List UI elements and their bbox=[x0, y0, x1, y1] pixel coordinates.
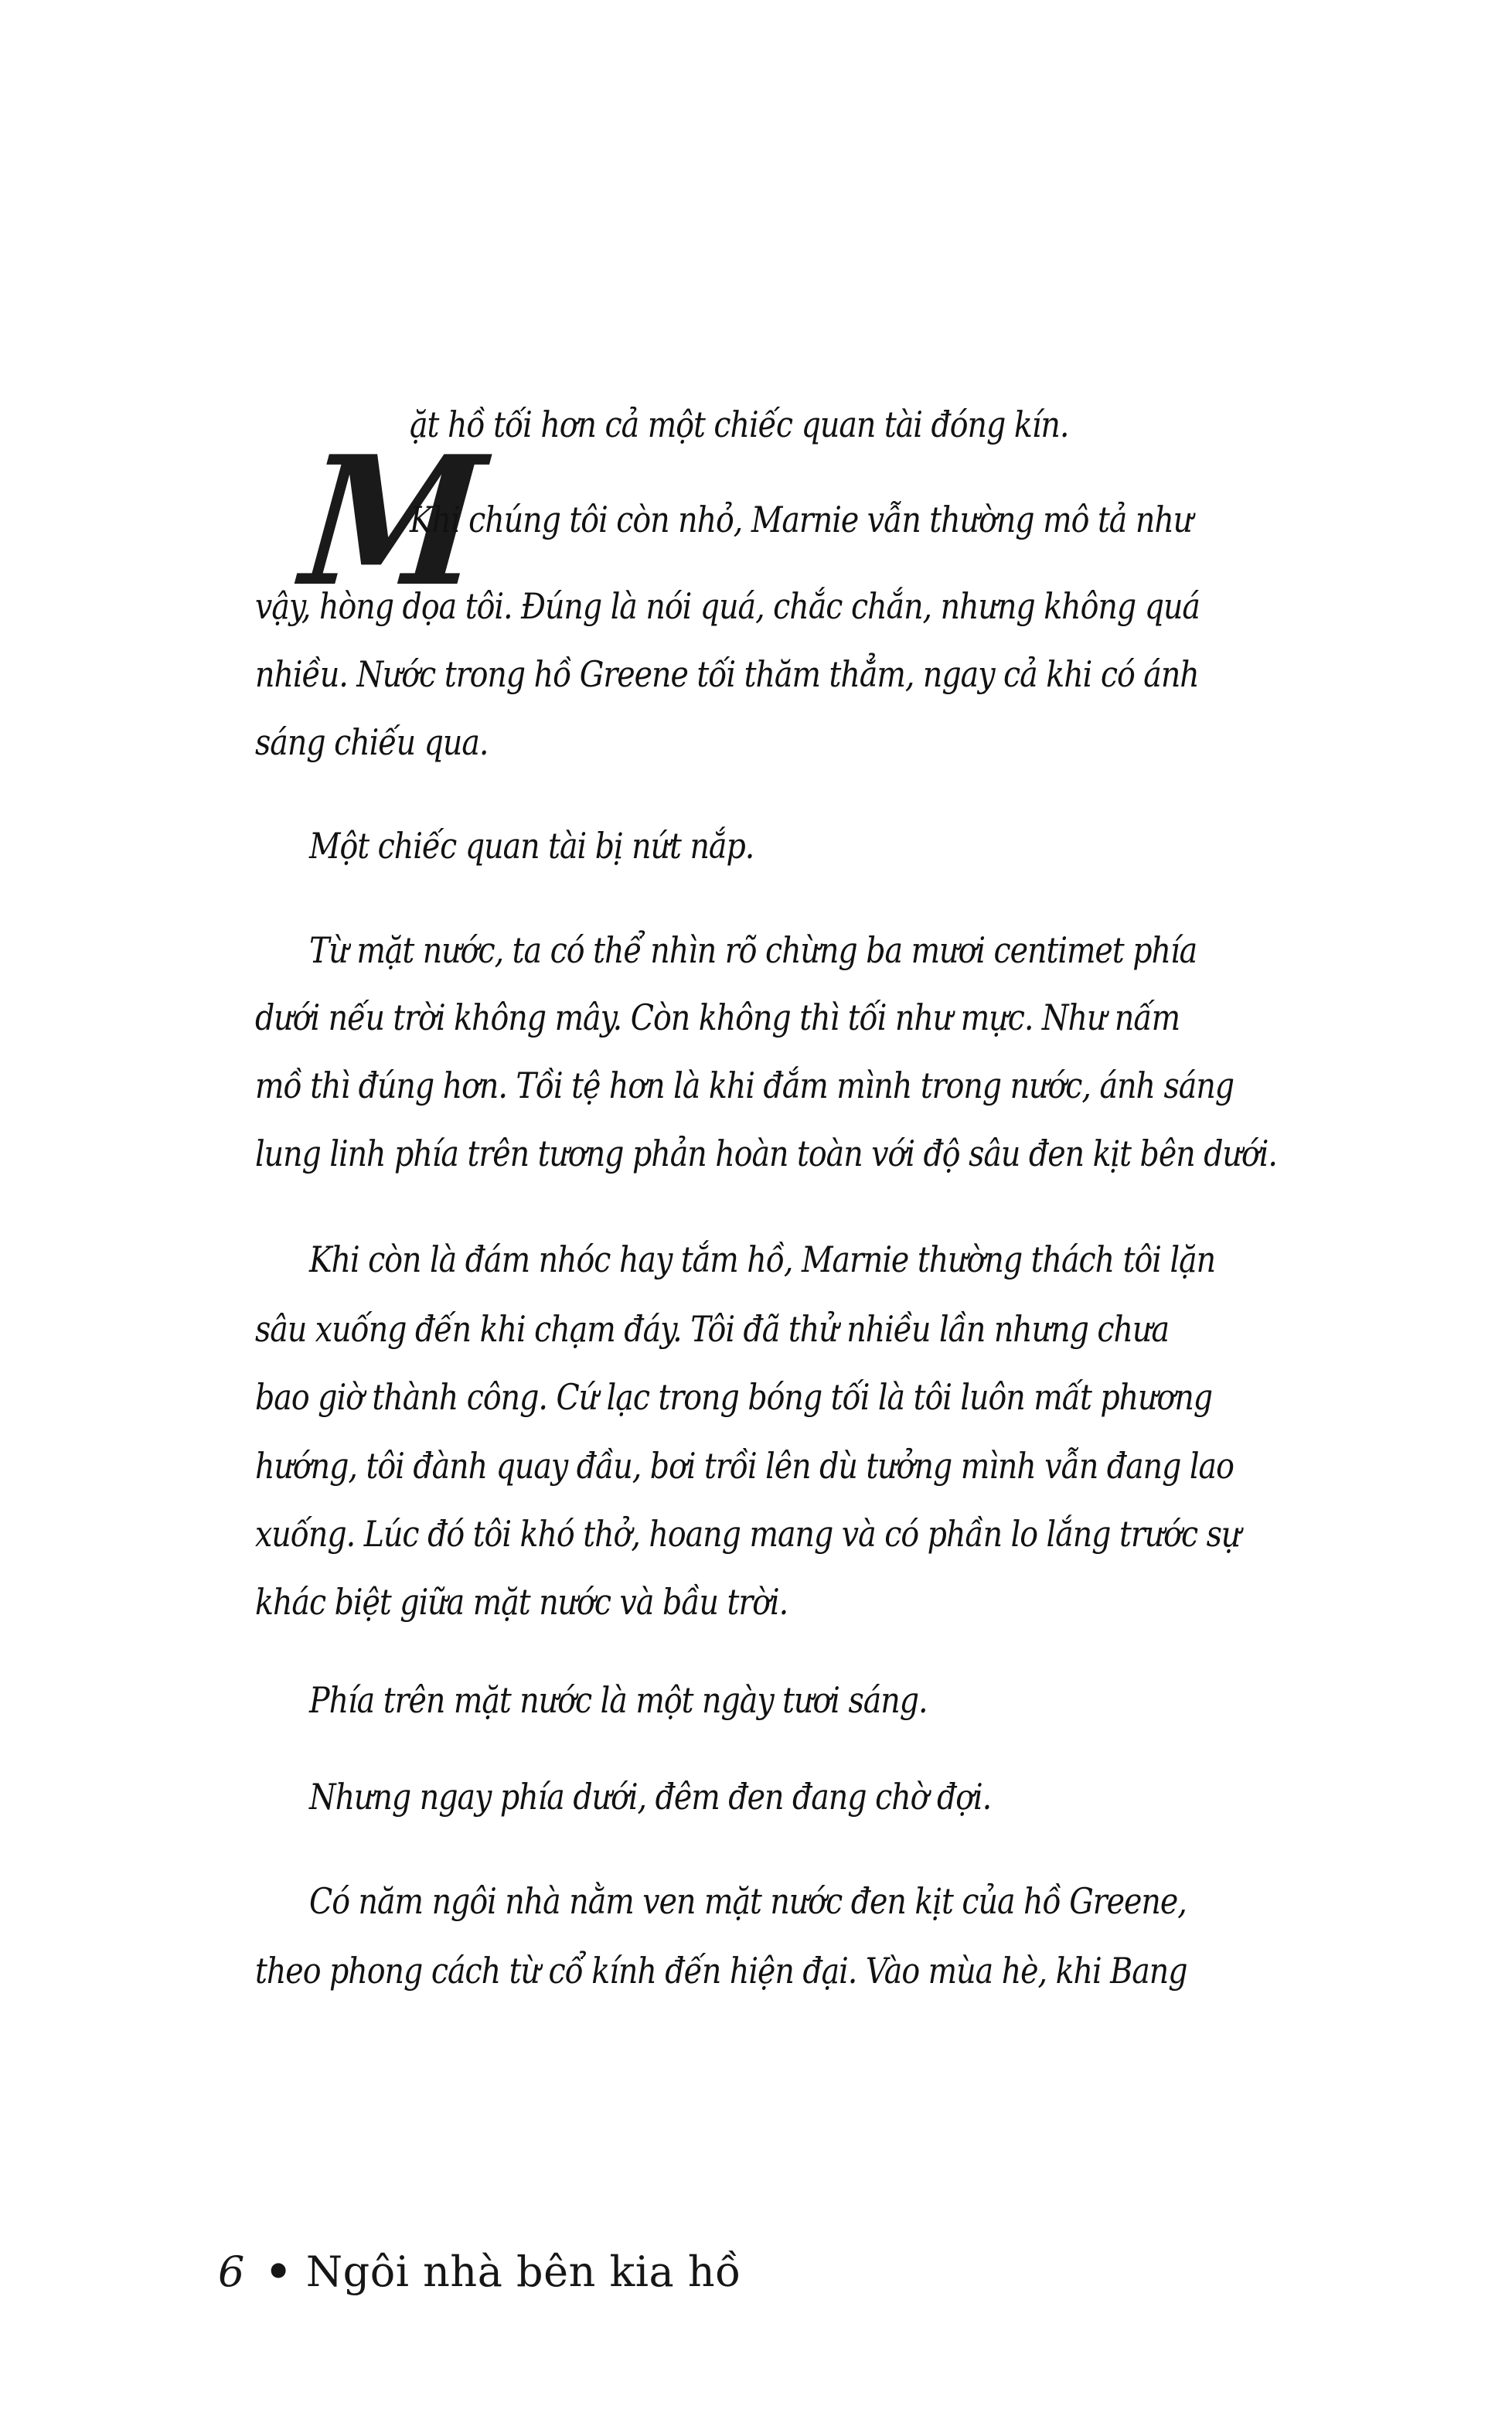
text-line: nhiều. Nước trong hồ Greene tối thăm thẳm, ngay cả khi có ánh bbox=[255, 653, 1199, 695]
drop-cap-letter: M bbox=[295, 417, 492, 626]
text-line: xuống. Lúc đó tôi khó thở, hoang mang và có phần lo lắng trước sự bbox=[255, 1513, 1241, 1555]
text-line: Từ mặt nước, ta có thể nhìn rõ chừng ba mươi centimet phía bbox=[308, 929, 1197, 971]
text-line: mồ thì đúng hơn. Tồi tệ hơn là khi đắm mình trong nước, ánh sáng bbox=[255, 1065, 1234, 1106]
text-line: bao giờ thành công. Cứ lạc trong bóng tối là tôi luôn mất phương bbox=[255, 1376, 1213, 1418]
page-number: 6 bbox=[218, 2247, 245, 2296]
page-footer bbox=[218, 2247, 741, 2296]
text-line: sáng chiếu qua. bbox=[255, 721, 489, 763]
text-line: Một chiếc quan tài bị nứt nắp. bbox=[308, 825, 754, 867]
text-line: Có năm ngôi nhà nằm ven mặt nước đen kịt của hồ Greene, bbox=[308, 1880, 1187, 1922]
text-line: ặt hồ tối hơn cả một chiếc quan tài đóng kín. bbox=[409, 404, 1069, 445]
text-line: Khi chúng tôi còn nhỏ, Marnie vẫn thường mô tả như bbox=[409, 499, 1193, 540]
text-line: hướng, tôi đành quay đầu, bơi trồi lên dù tưởng mình vẫn đang lao bbox=[255, 1445, 1234, 1487]
text-line: Nhưng ngay phía dưới, đêm đen đang chờ đợi. bbox=[308, 1776, 992, 1818]
text-line: Phía trên mặt nước là một ngày tươi sáng. bbox=[308, 1679, 928, 1721]
text-line: lung linh phía trên tương phản hoàn toàn với độ sâu đen kịt bên dưới. bbox=[255, 1133, 1277, 1174]
book-title: Ngôi nhà bên kia hồ bbox=[305, 2247, 741, 2296]
text-line: dưới nếu trời không mây. Còn không thì tối như mực. Như nấm bbox=[255, 997, 1180, 1038]
text-line: khác biệt giữa mặt nước và bầu trời. bbox=[255, 1581, 788, 1623]
text-line: vậy, hòng dọa tôi. Đúng là nói quá, chắc chắn, nhưng không quá bbox=[255, 585, 1200, 627]
text-line: theo phong cách từ cổ kính đến hiện đại. Vào mùa hè, khi Bang bbox=[255, 1950, 1187, 1992]
text-line: sâu xuống đến khi chạm đáy. Tôi đã thử nhiều lần nhưng chưa bbox=[255, 1308, 1170, 1350]
separator-dot: • bbox=[264, 2247, 292, 2296]
text-line: Khi còn là đám nhóc hay tắm hồ, Marnie thường thách tôi lặn bbox=[308, 1239, 1216, 1280]
